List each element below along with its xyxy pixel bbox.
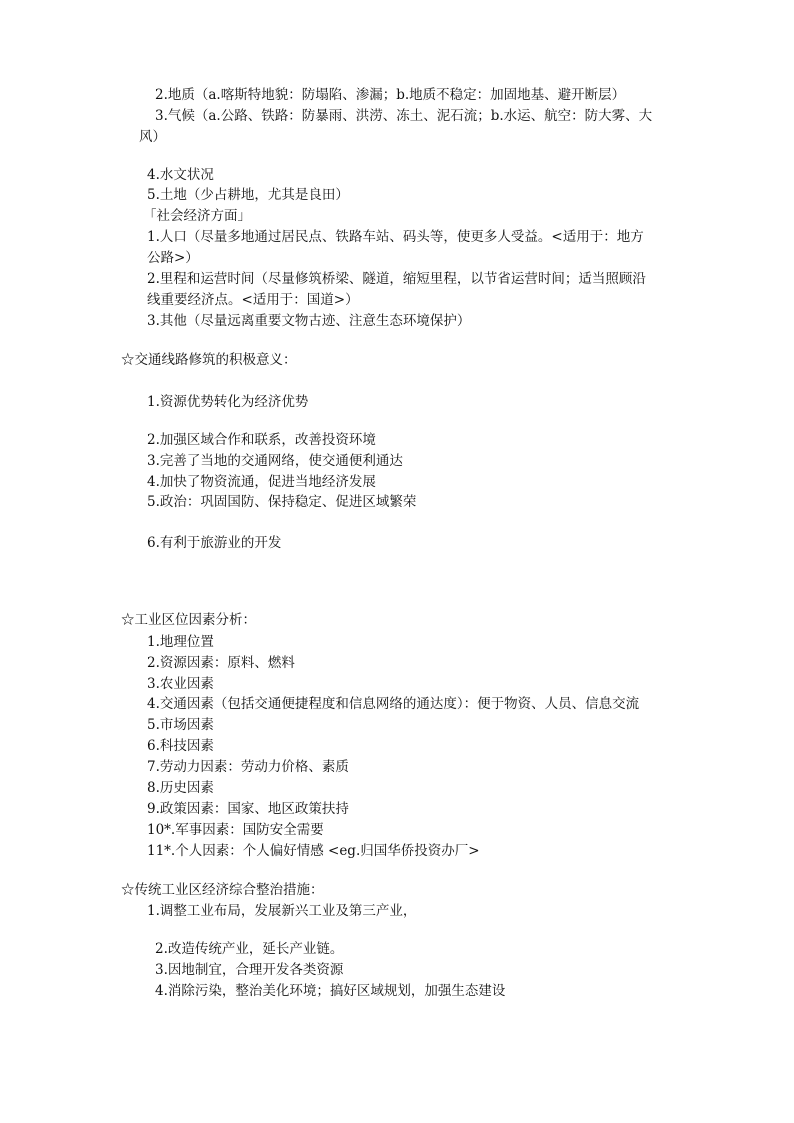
text-line: 1.人口（尽量多地通过居民点、铁路车站、码头等，使更多人受益。<适用于：地方: [147, 229, 644, 245]
text-line: 6.有利于旅游业的开发: [147, 535, 282, 551]
text-line: 3.其他（尽量远离重要文物古迹、注意生态环境保护）: [147, 313, 471, 329]
text-line: 2.加强区域合作和联系，改善投资环境: [147, 432, 376, 448]
text-line: 3.农业因素: [147, 676, 214, 692]
text-line: 1.资源优势转化为经济优势: [147, 394, 309, 410]
text-line: 2.改造传统产业，延长产业链。: [155, 941, 344, 957]
text-line: 4.交通因素（包括交通便捷程度和信息网络的通达度）：便于物资、人员、信息交流: [147, 696, 640, 712]
text-line: 11*.个人因素：个人偏好情感 <eg.归国华侨投资办厂>: [147, 843, 480, 859]
section-heading: ☆交通线路修筑的积极意义：: [121, 352, 297, 368]
text-line: 1.地理位置: [147, 634, 214, 650]
text-line: 4.消除污染，整治美化环境；搞好区域规划，加强生态建设: [155, 983, 506, 999]
text-line: 7.劳动力因素：劳动力价格、素质: [147, 759, 349, 775]
section-heading: ☆传统工业区经济综合整治措施：: [121, 882, 324, 898]
text-line: 5.政治：巩固国防、保持稳定、促进区域繁荣: [147, 494, 417, 510]
section-subheading: 「社会经济方面」: [143, 208, 251, 224]
text-line: 2.里程和运营时间（尽量修筑桥梁、隧道，缩短里程，以节省运营时间；适当照顾沿: [147, 271, 646, 287]
text-line: 3.气候（a.公路、铁路：防暴雨、洪涝、冻土、泥石流；b.水运、航空：防大雾、大: [155, 108, 653, 124]
text-line: 5.市场因素: [147, 717, 214, 733]
text-line: 9.政策因素：国家、地区政策扶持: [147, 801, 349, 817]
text-line: 线重要经济点。<适用于：国道>）: [147, 292, 359, 308]
text-line: 8.历史因素: [147, 780, 214, 796]
text-line: 风）: [139, 129, 166, 145]
text-line: 2.地质（a.喀斯特地貌：防塌陷、渗漏；b.地质不稳定：加固地基、避开断层）: [155, 87, 626, 103]
text-line: 3.因地制宜，合理开发各类资源: [155, 962, 344, 978]
text-line: 2.资源因素：原料、燃料: [147, 655, 295, 671]
text-line: 4.加快了物资流通，促进当地经济发展: [147, 474, 376, 490]
text-line: 1.调整工业布局，发展新兴工业及第三产业，: [147, 903, 417, 919]
text-line: 公路>）: [147, 250, 199, 266]
text-line: 3.完善了当地的交通网络，使交通便利通达: [147, 453, 403, 469]
text-line: 5.土地（少占耕地，尤其是良田）: [147, 187, 349, 203]
text-line: 10*.军事因素：国防安全需要: [147, 822, 324, 838]
section-heading: ☆工业区位因素分析：: [121, 612, 256, 628]
text-line: 6.科技因素: [147, 738, 214, 754]
text-line: 4.水文状况: [147, 167, 214, 183]
